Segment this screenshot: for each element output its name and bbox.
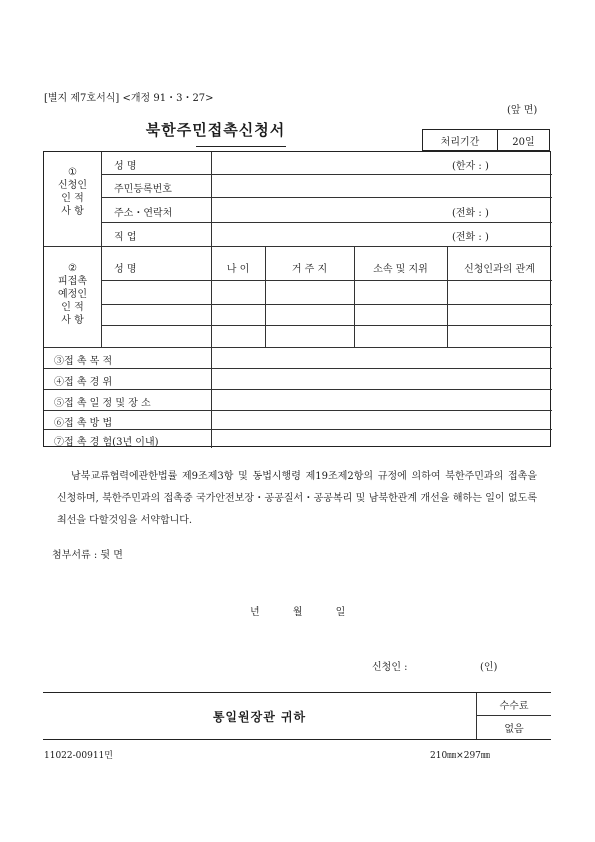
processing-period-value: 20일 (512, 136, 535, 148)
processing-period-label: 처리기간 (423, 130, 498, 150)
processing-period-box (422, 129, 550, 151)
contact-age-header: 나 이 (226, 264, 250, 275)
contact-relationship-header: 신청인과의 관계 (464, 264, 535, 275)
attachments-note: 첨부서류 : 뒷 면 (52, 550, 123, 561)
form-reference: [별지 제7호서식] <개정 91・3・27> (44, 93, 214, 104)
applicant-name-label: 성 명 (114, 161, 137, 172)
applicant-section-label: ① 신청인 인 적 사 항 (58, 167, 87, 217)
application-form-table (43, 151, 551, 447)
applicant-address-phone: (전화 : ) (452, 208, 489, 219)
contact-residence-header: 거 주 지 (291, 264, 328, 275)
applicant-rrn-label: 주민등록번호 (114, 184, 172, 195)
addressee: 통일원장관 귀하 (212, 709, 307, 724)
contact-method-label: ⑥접 촉 방 법 (54, 418, 113, 429)
fee-box (476, 693, 551, 739)
addressee-fee-table (43, 692, 551, 740)
applicant-address-label: 주소・연락처 (114, 208, 173, 219)
page-side-label: (앞 면) (507, 105, 538, 116)
contact-name-header: 성 명 (114, 264, 137, 275)
applicant-occupation-label: 직 업 (114, 232, 137, 243)
contact-person-section-label: ② 피접촉 예정인 인 적 사 항 (58, 263, 87, 326)
seal-mark: (인) (480, 662, 498, 673)
contact-experience-label: ⑦접 촉 경 험(3년 이내) (54, 437, 159, 448)
contact-background-label: ④접 촉 경 위 (54, 377, 113, 388)
form-code: 11022-00911민 (44, 751, 113, 761)
fee-value: 없음 (504, 724, 524, 735)
contact-affiliation-header: 소속 및 지위 (373, 264, 428, 275)
pledge-statement: 남북교류협력에관한법률 제9조제3항 및 동법시행령 제19조제2항의 규정에 의하여 북한주민과의 접촉을 신청하며, 북한주민과의 접촉중 국가안전보장・공공질서・공공복리 및 남북한관계 개선을 해하는 일이 없도록 최선을 다할것임을 서약합니다. (57, 471, 537, 526)
document-title: 북한주민접촉신청서 (145, 121, 286, 139)
applicant-name-hanja: (한자 : ) (452, 161, 489, 172)
fee-label: 수수료 (477, 693, 551, 716)
application-date: 년 월 일 (250, 607, 346, 618)
applicant-occupation-phone: (전화 : ) (452, 232, 489, 243)
contact-schedule-place-label: ⑤접 촉 일 정 및 장 소 (54, 398, 151, 409)
title-underline (196, 146, 286, 147)
paper-size: 210㎜×297㎜ (430, 751, 490, 761)
applicant-signature-label: 신청인 : (372, 662, 408, 673)
contact-purpose-label: ③접 촉 목 적 (54, 356, 113, 367)
